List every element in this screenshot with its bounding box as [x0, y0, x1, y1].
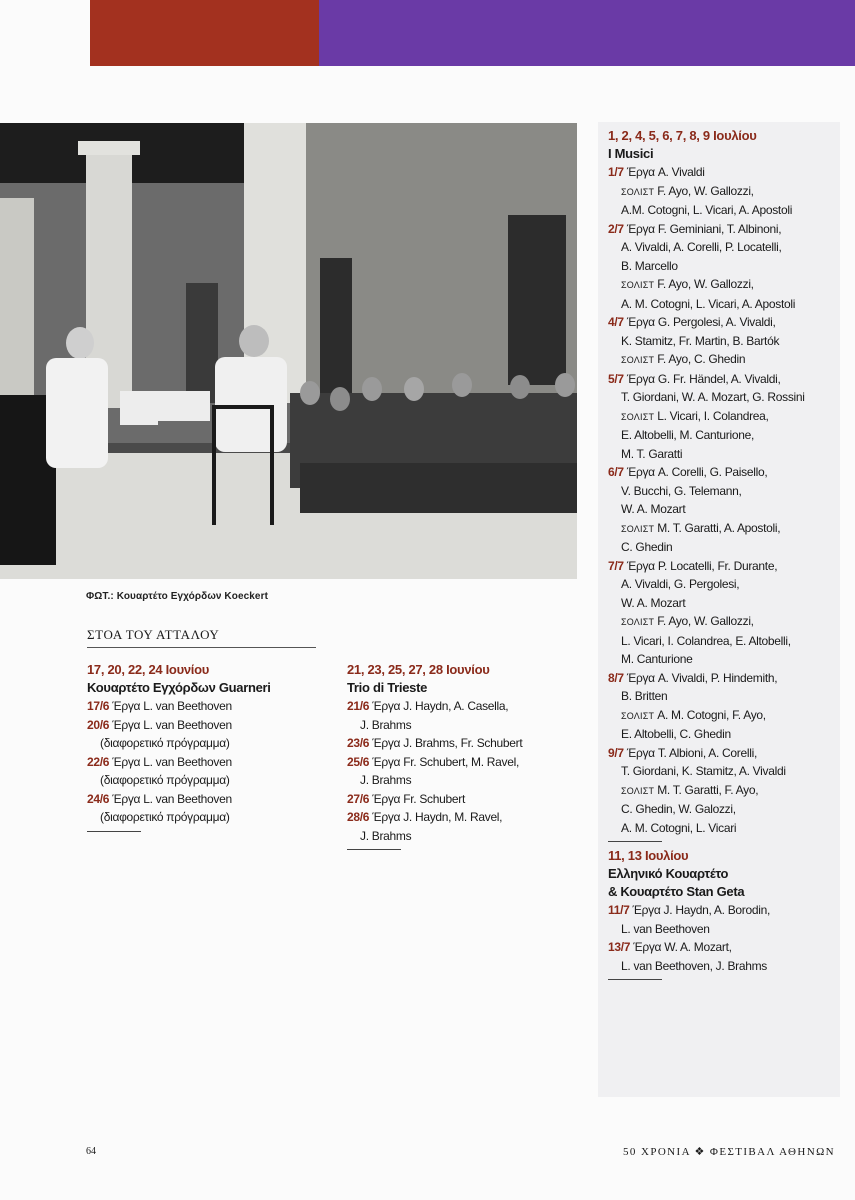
- entry-row: [87, 697, 327, 716]
- entry-continuation: [608, 350, 848, 370]
- soloist-label: ΣΟΛΙΣΤ: [621, 785, 655, 796]
- entry-date: 6/7: [608, 465, 624, 479]
- entry-continuation: J. Brahms: [360, 828, 412, 843]
- entry-performers: A.M. Cotogni, L. Vicari, A. Apostoli: [621, 203, 793, 217]
- entry-row: [87, 753, 327, 790]
- entry-performers: M. T. Garatti, A. Apostoli,: [657, 520, 781, 535]
- entry-works: Έργα J. Haydn, M. Ravel,: [372, 810, 503, 824]
- entry-performers: B. Marcello: [621, 258, 678, 273]
- entry-performers: A. M. Cotogni, L. Vicari, A. Apostoli: [621, 296, 796, 311]
- soloist-label: ΣΟΛΙΣΤ: [621, 710, 655, 721]
- entry-continuation: L. van Beethoven: [621, 921, 710, 936]
- entry-line: [608, 901, 848, 920]
- entry-row: [608, 744, 848, 838]
- entry-line: [347, 697, 587, 716]
- entry-row: [608, 163, 848, 220]
- entry-line: [608, 313, 848, 332]
- entry-continuation: [608, 257, 848, 276]
- entry-line: [87, 716, 327, 735]
- soloist-label: ΣΟΛΙΣΤ: [621, 617, 655, 627]
- soloist-label: ΣΟΛΙΣΤ: [621, 411, 655, 422]
- ensemble-name: Ελληνικό Κουαρτέτο: [608, 866, 729, 881]
- entry-row: [347, 753, 587, 790]
- entry-performers: V. Bucchi, G. Telemann,: [621, 483, 742, 498]
- entry-row: [608, 220, 848, 314]
- entry-works: Έργα A. Vivaldi: [626, 165, 705, 179]
- entry-date: 7/7: [608, 558, 624, 573]
- header-color-bar-purple: [319, 0, 855, 66]
- entry-date: 13/7: [608, 940, 631, 954]
- entry-works: Έργα J. Brahms, Fr. Schubert: [372, 736, 523, 750]
- schedule-trio-di-trieste: [347, 661, 587, 850]
- entry-line: [608, 669, 848, 688]
- entry-line: [347, 753, 587, 772]
- end-rule: [608, 979, 662, 980]
- entry-continuation: [608, 725, 848, 744]
- entry-works: Έργα L. van Beethoven: [112, 699, 232, 713]
- entry-row: [347, 697, 587, 734]
- entry-continuation: J. Brahms: [360, 773, 412, 787]
- entry-date: 21/6: [347, 699, 370, 713]
- entry-date: 22/6: [87, 754, 110, 769]
- entry-performers: A. M. Cotogni, F. Ayo,: [657, 707, 766, 722]
- ensemble-name: I Musici: [608, 146, 654, 161]
- entry-performers: W. A. Mozart: [621, 595, 686, 610]
- entry-continuation: [608, 612, 848, 632]
- entry-performers: F. Ayo, C. Ghedin: [657, 352, 746, 366]
- entry-performers: A. Vivaldi, G. Pergolesi,: [621, 577, 740, 591]
- entry-performers: M. T. Garatti, F. Ayo,: [657, 782, 759, 797]
- entry-works: Έργα T. Albioni, A. Corelli,: [626, 745, 758, 760]
- entry-performers: C. Ghedin, W. Galozzi,: [621, 802, 736, 816]
- entry-row: [87, 716, 327, 753]
- entry-works: Έργα J. Haydn, A. Casella,: [372, 699, 509, 713]
- entry-continuation: (διαφορετικό πρόγραμμα): [100, 773, 230, 787]
- entry-performers: K. Stamitz, Fr. Martin, B. Bartók: [621, 333, 780, 348]
- entry-date: 20/6: [87, 717, 110, 732]
- entry-continuation: J. Brahms: [360, 717, 412, 732]
- entry-performers: B. Britten: [621, 689, 668, 703]
- entry-works: Έργα G. Fr. Händel, A. Vivaldi,: [626, 371, 781, 386]
- entry-continuation: [608, 762, 848, 781]
- entry-line: [347, 734, 587, 753]
- entry-works: Έργα L. van Beethoven: [112, 791, 232, 806]
- entry-line: [87, 697, 327, 716]
- entry-date: 9/7: [608, 745, 624, 760]
- schedule-i-musici: [608, 127, 848, 842]
- entry-list: [87, 697, 327, 827]
- entry-row: [347, 790, 587, 809]
- entry-list: [347, 697, 587, 845]
- entry-row: [608, 463, 848, 557]
- entry-continuation: [608, 706, 848, 726]
- entry-line: [608, 163, 848, 182]
- entry-continuation: [608, 332, 848, 351]
- entry-performers: F. Ayo, W. Gallozzi,: [657, 277, 754, 291]
- entry-works: Έργα Fr. Schubert, M. Ravel,: [372, 754, 520, 769]
- entry-works: Έργα J. Haydn, A. Borodin,: [632, 903, 770, 917]
- entry-continuation: [608, 275, 848, 295]
- entry-continuation: (διαφορετικό πρόγραμμα): [100, 810, 230, 824]
- entry-row: [608, 901, 848, 938]
- entry-row: [347, 808, 587, 845]
- entry-continuation: (διαφορετικό πρόγραμμα): [100, 736, 230, 750]
- entry-performers: C. Ghedin: [621, 540, 673, 554]
- entry-performers: L. Vicari, I. Colandrea, E. Altobelli,: [621, 633, 791, 648]
- entry-line: [608, 557, 848, 576]
- entry-performers: A. M. Cotogni, L. Vicari: [621, 820, 737, 835]
- entry-performers: M. Canturione: [621, 652, 693, 666]
- entry-continuation: [608, 426, 848, 445]
- entry-date: 23/6: [347, 736, 370, 750]
- entry-line: [608, 463, 848, 482]
- entry-continuation: [608, 781, 848, 801]
- soloist-label: ΣΟΛΙΣΤ: [621, 355, 655, 365]
- entry-line: [608, 938, 848, 957]
- running-title: 50 ΧΡΟΝΙΑ ❖ ΦΕΣΤΙΒΑΛ ΑΘΗΝΩΝ: [623, 1146, 835, 1158]
- entry-continuation: [608, 819, 848, 838]
- schedule-greek-quartet: [608, 847, 848, 980]
- entry-continuation: [608, 388, 848, 407]
- ensemble-name: Κουαρτέτο Εγχόρδων Guarneri: [87, 680, 271, 695]
- entry-row: [608, 313, 848, 370]
- entry-date: 11/7: [608, 903, 630, 917]
- entry-performers: F. Ayo, W. Gallozzi,: [657, 614, 754, 628]
- page-number: 64: [86, 1146, 96, 1157]
- schedule-dates: 11, 13 Ιουλίου: [608, 848, 689, 863]
- entry-performers: T. Giordani, K. Stamitz, A. Vivaldi: [621, 764, 786, 778]
- photo-caption: ΦΩΤ.: Κουαρτέτο Εγχόρδων Koeckert: [86, 591, 269, 602]
- entry-continuation: [608, 445, 848, 464]
- entry-continuation: [608, 238, 848, 257]
- schedule-guarneri: [87, 661, 327, 832]
- entry-works: Έργα L. van Beethoven: [112, 717, 232, 732]
- entry-continuation: [608, 182, 848, 202]
- entry-row: [608, 370, 848, 464]
- entry-continuation: [608, 201, 848, 220]
- entry-performers: W. A. Mozart: [621, 502, 686, 516]
- entry-performers: A. Vivaldi, A. Corelli, P. Locatelli,: [621, 240, 782, 254]
- entry-line: [87, 753, 327, 772]
- entry-row: [608, 938, 848, 975]
- entry-list: [608, 163, 848, 837]
- entry-date: 8/7: [608, 670, 624, 685]
- ensemble-name: Trio di Trieste: [347, 680, 428, 695]
- entry-date: 25/6: [347, 754, 370, 769]
- entry-date: 17/6: [87, 699, 110, 713]
- entry-performers: L. Vicari, I. Colandrea,: [657, 408, 769, 423]
- entry-continuation: [608, 800, 848, 819]
- entry-row: [608, 557, 848, 669]
- entry-continuation: [608, 407, 848, 427]
- entry-row: [87, 790, 327, 827]
- entry-line: [608, 370, 848, 389]
- entry-line: [608, 220, 848, 239]
- soloist-label: ΣΟΛΙΣΤ: [621, 186, 655, 197]
- entry-works: Έργα A. Corelli, G. Paisello,: [626, 465, 768, 479]
- entry-works: Έργα F. Geminiani, T. Albinoni,: [626, 221, 782, 236]
- entry-date: 28/6: [347, 810, 370, 824]
- entry-list: [608, 901, 848, 975]
- schedule-dates: 17, 20, 22, 24 Ιουνίου: [87, 662, 209, 677]
- entry-performers: E. Altobelli, C. Ghedin: [621, 727, 731, 741]
- entry-date: 27/6: [347, 791, 370, 806]
- entry-date: 2/7: [608, 221, 624, 236]
- entry-date: 1/7: [608, 165, 624, 179]
- entry-date: 24/6: [87, 791, 110, 806]
- entry-works: Έργα L. van Beethoven: [112, 754, 232, 769]
- section-title: ΣΤΟΑ ΤΟΥ ΑΤΤΑΛΟΥ: [87, 627, 316, 648]
- schedule-dates: 1, 2, 4, 5, 6, 7, 8, 9 Ιουλίου: [608, 128, 757, 143]
- end-rule: [347, 849, 401, 850]
- end-rule: [87, 831, 141, 832]
- entry-date: 5/7: [608, 371, 624, 386]
- entry-continuation: [608, 650, 848, 669]
- soloist-label: ΣΟΛΙΣΤ: [621, 523, 655, 534]
- entry-continuation: [608, 295, 848, 314]
- entry-performers: M. T. Garatti: [621, 446, 683, 461]
- entry-performers: E. Altobelli, M. Canturione,: [621, 428, 755, 442]
- entry-line: [87, 790, 327, 809]
- entry-continuation: L. van Beethoven, J. Brahms: [621, 958, 767, 973]
- entry-continuation: [608, 594, 848, 613]
- concert-photo: [0, 123, 577, 579]
- entry-continuation: [608, 538, 848, 557]
- entry-row: [347, 734, 587, 753]
- entry-works: Έργα P. Locatelli, Fr. Durante,: [626, 558, 778, 573]
- entry-works: Έργα G. Pergolesi, A. Vivaldi,: [626, 315, 776, 329]
- entry-performers: F. Ayo, W. Gallozzi,: [657, 183, 754, 198]
- entry-works: Έργα Fr. Schubert: [372, 791, 465, 806]
- entry-line: [608, 744, 848, 763]
- entry-works: Έργα W. A. Mozart,: [633, 940, 732, 954]
- header-color-bar-red: [90, 0, 319, 66]
- ensemble-name: & Κουαρτέτο Stan Geta: [608, 884, 745, 899]
- entry-performers: T. Giordani, W. A. Mozart, G. Rossini: [621, 390, 805, 404]
- entry-continuation: [608, 500, 848, 519]
- entry-continuation: [608, 482, 848, 501]
- entry-line: [347, 790, 587, 809]
- entry-continuation: [608, 632, 848, 651]
- entry-date: 4/7: [608, 315, 624, 329]
- schedule-dates: 21, 23, 25, 27, 28 Ιουνίου: [347, 662, 490, 677]
- soloist-label: ΣΟΛΙΣΤ: [621, 280, 655, 290]
- entry-line: [347, 808, 587, 827]
- end-rule: [608, 841, 662, 842]
- entry-continuation: [608, 519, 848, 539]
- entry-row: [608, 669, 848, 744]
- entry-continuation: [608, 687, 848, 706]
- entry-works: Έργα A. Vivaldi, P. Hindemith,: [626, 670, 778, 685]
- entry-continuation: [608, 575, 848, 594]
